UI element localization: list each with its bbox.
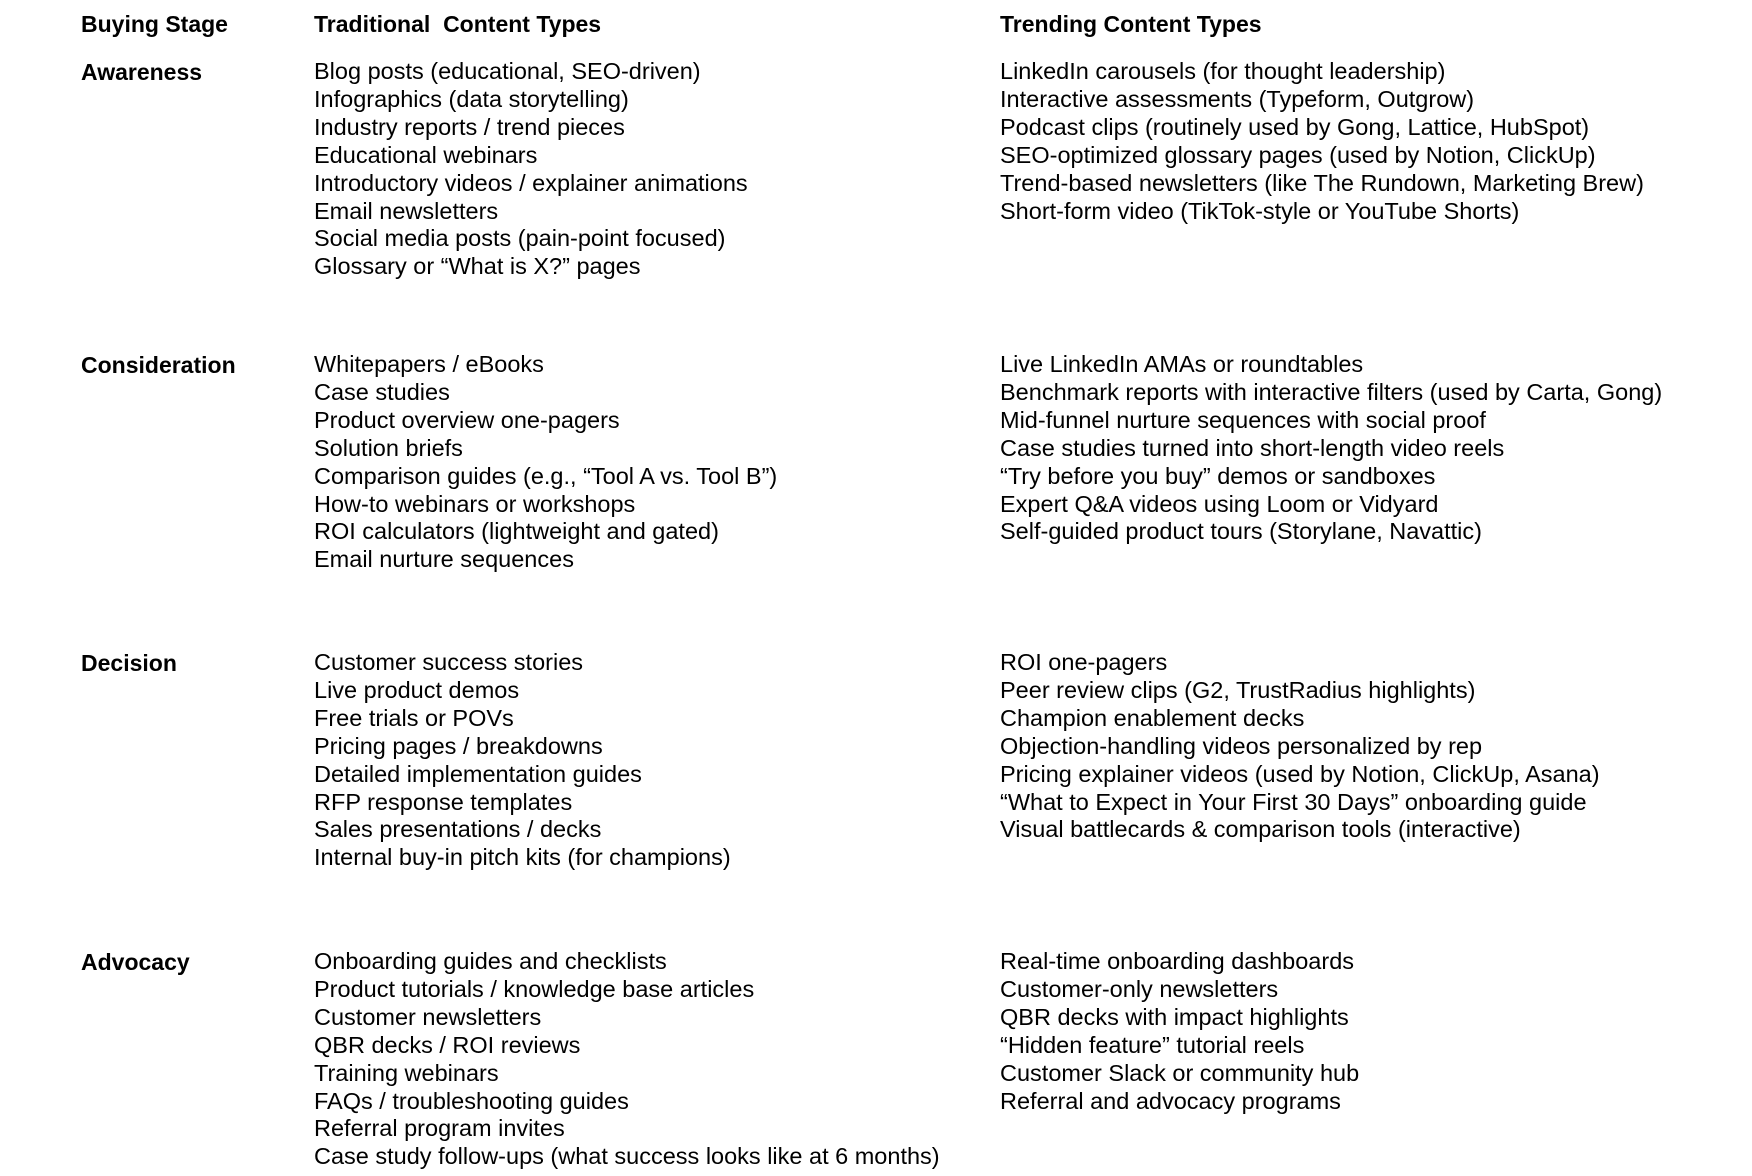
- list-item: Product overview one-pagers: [314, 406, 620, 433]
- list-item: Visual battlecards & comparison tools (interactive): [1000, 816, 1521, 843]
- list-item: LinkedIn carousels (for thought leadership): [1000, 58, 1446, 84]
- list-item: Comparison guides (e.g., “Tool A vs. Tool B”): [314, 462, 778, 489]
- list-item: Email newsletters: [314, 197, 499, 224]
- stage-label-advocacy: Advocacy: [81, 949, 190, 975]
- list-item: Customer-only newsletters: [1000, 975, 1279, 1002]
- list-item: Blog posts (educational, SEO-driven): [314, 58, 701, 84]
- list-item: Mid-funnel nurture sequences with social proof: [1000, 406, 1486, 433]
- list-item: Customer Slack or community hub: [1000, 1059, 1360, 1086]
- list-item: RFP response templates: [314, 788, 573, 815]
- list-item: Customer success stories: [314, 649, 584, 675]
- list-item: ROI calculators (lightweight and gated): [314, 518, 719, 545]
- list-item: Real-time onboarding dashboards: [1000, 948, 1355, 974]
- list-item: QBR decks / ROI reviews: [314, 1031, 581, 1058]
- list-item: Podcast clips (routinely used by Gong, Lattice, HubSpot): [1000, 113, 1590, 140]
- header-traditional-content-types: Traditional Content Types: [314, 11, 602, 37]
- list-item: Live LinkedIn AMAs or roundtables: [1000, 351, 1364, 377]
- list-item: Customer newsletters: [314, 1003, 542, 1030]
- list-item: Introductory videos / explainer animations: [314, 169, 748, 196]
- list-item: SEO-optimized glossary pages (used by Notion, ClickUp): [1000, 141, 1596, 168]
- stage-label-decision: Decision: [81, 650, 177, 676]
- traditional-list-consideration: [314, 351, 777, 574]
- trending-list-awareness: [1000, 58, 1644, 225]
- list-item: Interactive assessments (Typeform, Outgrow): [1000, 85, 1475, 112]
- list-item: Social media posts (pain-point focused): [314, 225, 726, 252]
- traditional-list-awareness: [314, 58, 748, 281]
- trending-list-consideration: [1000, 351, 1662, 546]
- list-item: “Hidden feature” tutorial reels: [1000, 1031, 1305, 1058]
- list-item: Sales presentations / decks: [314, 816, 602, 843]
- list-item: Free trials or POVs: [314, 704, 514, 731]
- list-item: Detailed implementation guides: [314, 760, 642, 787]
- list-item: Referral and advocacy programs: [1000, 1087, 1341, 1114]
- stage-label-consideration: Consideration: [81, 352, 236, 378]
- traditional-list-decision: [314, 649, 731, 872]
- list-item: Educational webinars: [314, 141, 538, 168]
- list-item: Infographics (data storytelling): [314, 85, 629, 112]
- list-item: “Try before you buy” demos or sandboxes: [1000, 462, 1436, 489]
- list-item: Champion enablement decks: [1000, 704, 1305, 731]
- list-item: Expert Q&A videos using Loom or Vidyard: [1000, 490, 1439, 517]
- list-item: Onboarding guides and checklists: [314, 948, 667, 974]
- list-item: Solution briefs: [314, 434, 463, 461]
- list-item: Live product demos: [314, 676, 520, 703]
- trending-list-advocacy: [1000, 948, 1359, 1115]
- list-item: How-to webinars or workshops: [314, 490, 636, 517]
- list-item: Objection-handling videos personalized by rep: [1000, 732, 1483, 759]
- trending-list-decision: [1000, 649, 1600, 844]
- list-item: Email nurture sequences: [314, 546, 574, 573]
- list-item: ROI one-pagers: [1000, 649, 1168, 675]
- list-item: Trend-based newsletters (like The Rundown, Marketing Brew): [1000, 169, 1644, 196]
- table-header: [0, 8, 1752, 40]
- list-item: Internal buy-in pitch kits (for champions): [314, 844, 731, 871]
- list-item: Case studies turned into short-length video reels: [1000, 434, 1505, 461]
- traditional-list-advocacy: [314, 948, 940, 1171]
- list-item: Whitepapers / eBooks: [314, 351, 544, 377]
- list-item: Short-form video (TikTok-style or YouTube Shorts): [1000, 197, 1520, 224]
- list-item: Product tutorials / knowledge base articles: [314, 975, 755, 1002]
- list-item: Pricing explainer videos (used by Notion, ClickUp, Asana): [1000, 760, 1600, 787]
- list-item: Benchmark reports with interactive filters (used by Carta, Gong): [1000, 378, 1663, 405]
- list-item: Case study follow-ups (what success looks like at 6 months): [314, 1143, 940, 1170]
- list-item: QBR decks with impact highlights: [1000, 1003, 1349, 1030]
- list-item: Peer review clips (G2, TrustRadius highlights): [1000, 676, 1476, 703]
- stage-label-awareness: Awareness: [81, 59, 203, 85]
- list-item: Industry reports / trend pieces: [314, 113, 625, 140]
- list-item: FAQs / troubleshooting guides: [314, 1087, 629, 1114]
- list-item: Pricing pages / breakdowns: [314, 732, 603, 759]
- header-trending-content-types: Trending Content Types: [1000, 11, 1262, 37]
- list-item: Case studies: [314, 378, 450, 405]
- list-item: Training webinars: [314, 1059, 499, 1086]
- list-item: “What to Expect in Your First 30 Days” onboarding guide: [1000, 788, 1587, 815]
- list-item: Self-guided product tours (Storylane, Navattic): [1000, 518, 1482, 545]
- list-item: Glossary or “What is X?” pages: [314, 253, 641, 280]
- list-item: Referral program invites: [314, 1115, 565, 1142]
- header-buying-stage: Buying Stage: [81, 11, 228, 37]
